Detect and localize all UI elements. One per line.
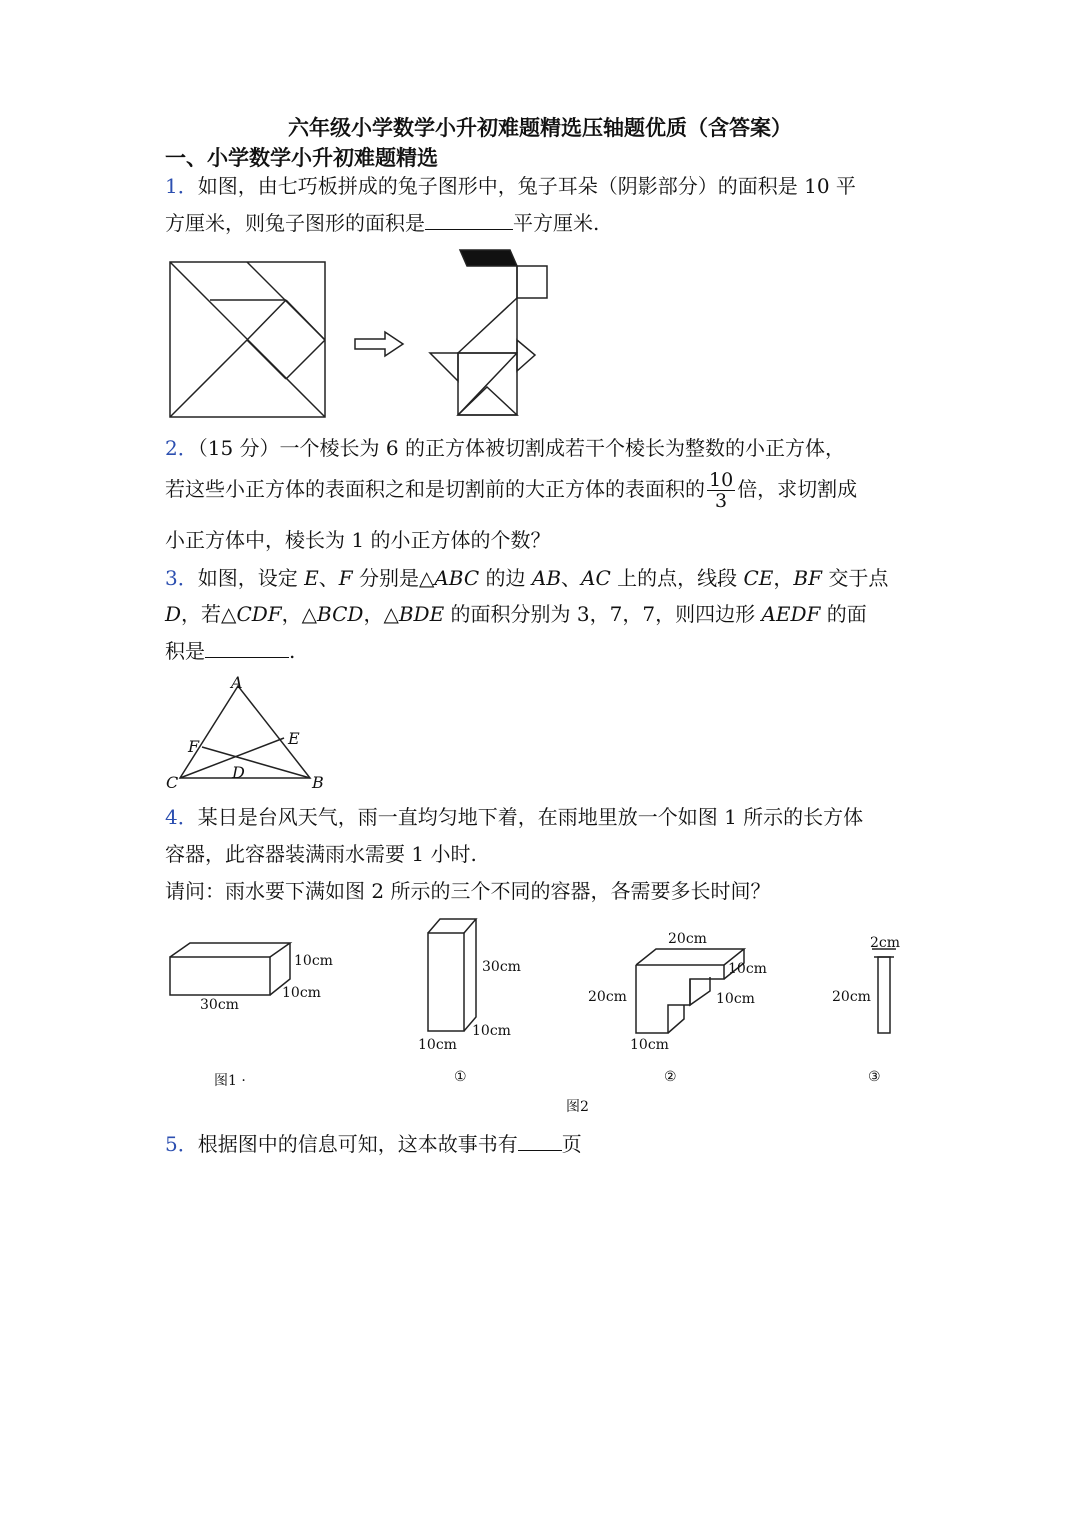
right-arrow-icon bbox=[355, 332, 403, 356]
svg-text:10cm: 10cm bbox=[294, 953, 333, 969]
q4-line2: 容器，此容器装满雨水需要 1 小时. bbox=[165, 842, 477, 866]
svg-text:10cm: 10cm bbox=[418, 1037, 457, 1053]
q2-number: 2． bbox=[165, 436, 198, 460]
svg-text:图2: 图2 bbox=[566, 1099, 589, 1115]
q3-line1: 3．如图，设定 E、F 分别是△ABC 的边 AB、AC 上的点，线段 CE，BF 交于点 bbox=[165, 566, 889, 590]
q5-number: 5． bbox=[165, 1132, 198, 1156]
svg-text:20cm: 20cm bbox=[832, 989, 871, 1005]
q1-line1: 1．如图，由七巧板拼成的兔子图形中，兔子耳朵（阴影部分）的面积是 10 平 bbox=[165, 174, 856, 198]
svg-text:②: ② bbox=[664, 1069, 677, 1085]
q2-line1: 2．（15 分）一个棱长为 6 的正方体被切割成若干个棱长为整数的小正方体， bbox=[165, 436, 845, 460]
svg-text:③: ③ bbox=[868, 1069, 881, 1085]
q1-number: 1． bbox=[165, 174, 198, 198]
figure2-3-tube bbox=[872, 949, 896, 1033]
figure1-box bbox=[170, 943, 290, 995]
svg-text:10cm: 10cm bbox=[716, 991, 755, 1007]
document-title: 六年级小学数学小升初难题精选压轴题优质（含答案） bbox=[288, 116, 792, 140]
rabbit-head bbox=[517, 266, 547, 298]
svg-text:10cm: 10cm bbox=[472, 1023, 511, 1039]
svg-text:10cm: 10cm bbox=[728, 961, 767, 977]
q5-answer-blank[interactable] bbox=[518, 1132, 562, 1151]
q2-line3: 小正方体中，棱长为 1 的小正方体的个数？ bbox=[165, 528, 551, 552]
label-c: C bbox=[166, 773, 179, 792]
svg-text:①: ① bbox=[454, 1069, 467, 1085]
svg-text:30cm: 30cm bbox=[200, 997, 239, 1013]
q1-answer-blank[interactable] bbox=[425, 211, 513, 230]
fraction: $\frac{10}{3}$ bbox=[709, 469, 734, 512]
label-e: E bbox=[288, 729, 300, 748]
q3-answer-blank[interactable] bbox=[205, 639, 289, 658]
q3-line2: D，若△CDF，△BCD，△BDE 的面积分别为 3，7，7，则四边形 AEDF 的面 bbox=[165, 602, 867, 626]
rabbit-tail bbox=[517, 340, 535, 371]
q5-line: 5．根据图中的信息可知，这本故事书有 页 bbox=[165, 1132, 582, 1156]
section-heading: 一、小学数学小升初难题精选 bbox=[165, 146, 438, 170]
label-d: D bbox=[232, 763, 245, 782]
q3-line3: 积是 . bbox=[165, 639, 296, 663]
q1-line2: 方厘米，则兔子图形的面积是 平方厘米. bbox=[165, 211, 600, 235]
svg-text:30cm: 30cm bbox=[482, 959, 521, 975]
q4-line3: 请问：雨水要下满如图 2 所示的三个不同的容器，各需要多长时间？ bbox=[165, 879, 771, 903]
svg-text:10cm: 10cm bbox=[630, 1037, 669, 1053]
svg-text:10cm: 10cm bbox=[282, 985, 321, 1001]
figure2-1-tall-box bbox=[428, 919, 476, 1031]
svg-text:20cm: 20cm bbox=[588, 989, 627, 1005]
q3-number: 3． bbox=[165, 566, 198, 590]
svg-text:图1 ·: 图1 · bbox=[214, 1073, 246, 1089]
label-f: F bbox=[188, 737, 200, 756]
triangle-figure bbox=[160, 672, 340, 794]
label-b: B bbox=[312, 773, 324, 792]
label-a: A bbox=[231, 673, 243, 692]
q2-line2: 若这些小正方体的表面积之和是切割前的大正方体的表面积的 $\frac{10}{3}$ 倍，求切割成 bbox=[165, 469, 858, 512]
svg-text:20cm: 20cm bbox=[668, 931, 707, 947]
svg-text:2cm: 2cm bbox=[870, 935, 901, 951]
container-figures bbox=[160, 905, 920, 1120]
rabbit-ear-shaded bbox=[460, 250, 517, 266]
q4-number: 4． bbox=[165, 805, 198, 829]
tangram-rabbit-figure bbox=[160, 240, 560, 425]
q4-line1: 4．某日是台风天气，雨一直均匀地下着，在雨地里放一个如图 1 所示的长方体 bbox=[165, 805, 864, 829]
